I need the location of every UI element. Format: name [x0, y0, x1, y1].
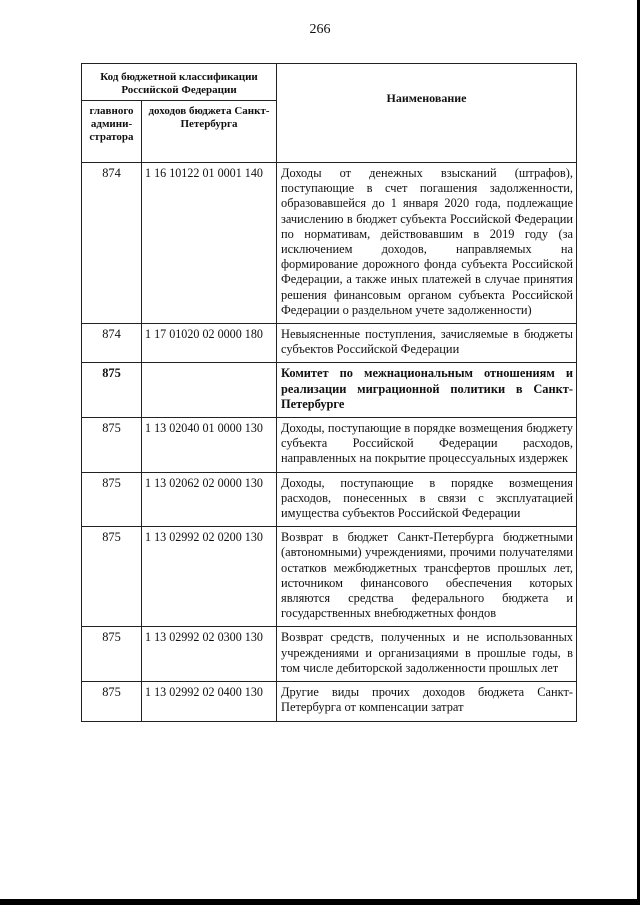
table-header-row: [82, 64, 577, 101]
revenue-code-cell: 1 13 02992 02 0200 130: [142, 527, 277, 627]
admin-code-cell: 874: [82, 324, 142, 363]
revenue-code-cell: 1 17 01020 02 0000 180: [142, 324, 277, 363]
revenue-code-cell: 1 13 02992 02 0400 130: [142, 682, 277, 721]
table-row: [82, 472, 577, 527]
revenue-code-cell: [142, 363, 277, 418]
revenue-code-cell: 1 13 02062 02 0000 130: [142, 472, 277, 527]
name-cell: Возврат в бюджет Санкт-Петербурга бюджетными (автономными) учреждениями, прочими получателями остатков межбюджетных трансфертов прошлых лет, источником финансового обеспечения которых являются средства федерального бюджета и государственных внебюджетных фондов: [277, 527, 577, 627]
table-row: [82, 682, 577, 721]
header-chief-administrator: главного админи-стратора: [82, 101, 142, 163]
header-classification-code: Код бюджетной классификации Российской Федерации: [82, 64, 277, 101]
admin-code-cell: 875: [82, 527, 142, 627]
revenue-code-cell: 1 13 02992 02 0300 130: [142, 627, 277, 682]
admin-code-cell: 875: [82, 627, 142, 682]
name-cell: Доходы, поступающие в порядке возмещения бюджету субъекта Российской Федерации расходов, направленных на покрытие процессуальных издержек: [277, 418, 577, 473]
table-row: [82, 163, 577, 324]
table-row: [82, 627, 577, 682]
name-cell: Невыясненные поступления, зачисляемые в бюджеты субъектов Российской Федерации: [277, 324, 577, 363]
name-cell: Доходы от денежных взысканий (штрафов), поступающие в счет погашения задолженности, образовавшейся до 1 января 2020 года, подлежащие зачислению в бюджет субъекта Российской Федерации по нормативам, действовавшим в 2019 году (за исключением доходов, направляемых на формирование дорожного фонда субъекта Российской Федерации, а также иных платежей в случае принятия решения финансовым органом субъекта Российской Федерации о раздельном учете задолженности): [277, 163, 577, 324]
revenue-code-cell: 1 16 10122 01 0001 140: [142, 163, 277, 324]
admin-code-cell: 875: [82, 363, 142, 418]
admin-code-cell: 874: [82, 163, 142, 324]
table-row: [82, 527, 577, 627]
name-cell: Другие виды прочих доходов бюджета Санкт-Петербурга от компенсации затрат: [277, 682, 577, 721]
header-name: Наименование: [277, 64, 577, 163]
name-cell: Доходы, поступающие в порядке возмещения расходов, понесенных в связи с эксплуатацией имущества субъектов Российской Федерации: [277, 472, 577, 527]
name-cell: Возврат средств, полученных и не использованных учреждениями и организациями в прошлые годы, в том числе дебиторской задолженности прошлых лет: [277, 627, 577, 682]
admin-code-cell: 875: [82, 472, 142, 527]
admin-code-cell: 875: [82, 418, 142, 473]
table-row: [82, 418, 577, 473]
table-row-section: [82, 363, 577, 418]
budget-classification-table: [81, 63, 577, 722]
section-name-cell: Комитет по межнациональным отношениям и реализации миграционной политики в Санкт-Петербурге: [277, 363, 577, 418]
page-number: 266: [309, 22, 331, 37]
table-row: [82, 324, 577, 363]
admin-code-cell: 875: [82, 682, 142, 721]
header-revenue-code: доходов бюджета Санкт-Петербурга: [142, 101, 277, 163]
revenue-code-cell: 1 13 02040 01 0000 130: [142, 418, 277, 473]
scan-border-bottom: [0, 899, 640, 905]
